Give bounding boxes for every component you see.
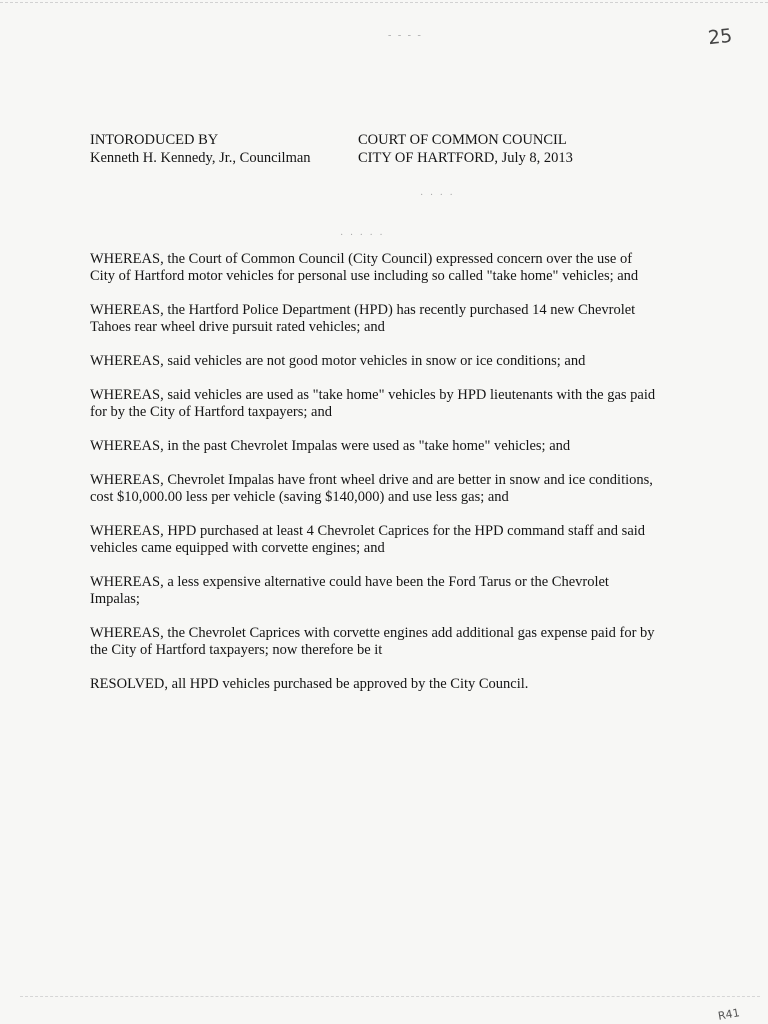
paragraph-line: WHEREAS, HPD purchased at least 4 Chevrolet Caprices for the HPD command staff and said — [90, 523, 646, 539]
resolution-paragraph — [90, 472, 690, 506]
paragraph-line: WHEREAS, in the past Chevrolet Impalas were used as "take home" vehicles; and — [90, 438, 571, 454]
paragraph-line: WHEREAS, the Court of Common Council (City Council) expressed concern over the use of — [90, 251, 633, 267]
paragraph-line: WHEREAS, a less expensive alternative could have been the Ford Tarus or the Chevrolet — [90, 574, 609, 590]
introducer-name: Kenneth H. Kennedy, Jr., Councilman — [90, 150, 311, 166]
resolution-paragraph — [90, 251, 690, 285]
scan-edge-bottom — [20, 996, 760, 997]
resolution-paragraph — [90, 625, 690, 659]
council-header-block — [358, 131, 573, 167]
paragraph-line: Impalas; — [90, 591, 140, 607]
paragraph-line: for by the City of Hartford taxpayers; and — [90, 404, 332, 420]
paragraph-line: Tahoes rear wheel drive pursuit rated vehicles; and — [90, 319, 385, 335]
introduced-by-label: INTORODUCED BY — [90, 132, 219, 148]
paragraph-line: WHEREAS, said vehicles are not good motor vehicles in snow or ice conditions; and — [90, 353, 586, 369]
council-name: COURT OF COMMON COUNCIL — [358, 132, 567, 148]
resolved-paragraph — [90, 676, 690, 693]
scan-smudge: - - - - — [388, 30, 423, 41]
paragraph-line: the City of Hartford taxpayers; now therefore be it — [90, 642, 383, 658]
scan-edge-top — [0, 2, 768, 3]
handwritten-page-mark: 25 — [706, 24, 734, 50]
paragraph-line: RESOLVED, all HPD vehicles purchased be approved by the City Council. — [90, 676, 529, 692]
paragraph-line: City of Hartford motor vehicles for personal use including so called "take home" vehicles; and — [90, 268, 639, 284]
resolution-paragraph — [90, 387, 690, 421]
paragraph-line: WHEREAS, Chevrolet Impalas have front wheel drive and are better in snow and ice conditions, — [90, 472, 653, 488]
resolution-paragraph — [90, 353, 690, 370]
scan-smudge: · · · · — [420, 190, 455, 201]
introduced-by-block — [90, 131, 311, 167]
resolution-paragraph — [90, 302, 690, 336]
resolution-paragraph — [90, 523, 690, 557]
resolution-paragraph — [90, 438, 690, 455]
resolution-body — [90, 251, 690, 710]
handwritten-corner-mark: R41 — [717, 1006, 741, 1023]
resolution-paragraph — [90, 574, 690, 608]
paragraph-line: WHEREAS, the Hartford Police Department (HPD) has recently purchased 14 new Chevrolet — [90, 302, 636, 318]
paragraph-line: WHEREAS, the Chevrolet Caprices with corvette engines add additional gas expense paid for by — [90, 625, 655, 641]
scan-smudge: · · · · · — [340, 230, 385, 241]
city-date: CITY OF HARTFORD, July 8, 2013 — [358, 150, 573, 166]
paragraph-line: cost $10,000.00 less per vehicle (saving $140,000) and use less gas; and — [90, 489, 509, 505]
paragraph-line: WHEREAS, said vehicles are used as "take home" vehicles by HPD lieutenants with the gas paid — [90, 387, 656, 403]
paragraph-line: vehicles came equipped with corvette engines; and — [90, 540, 385, 556]
